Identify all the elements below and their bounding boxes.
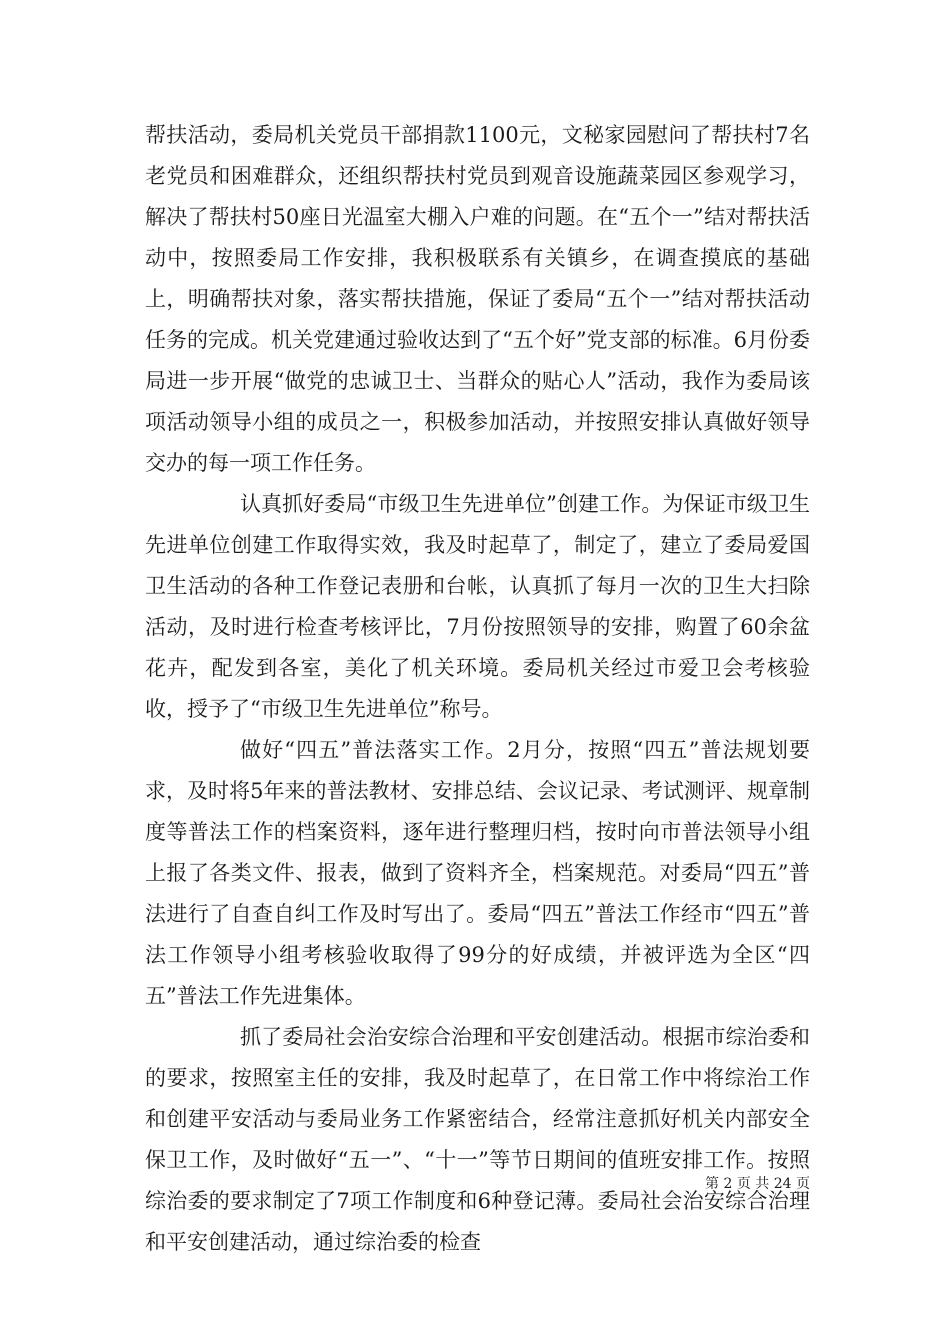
paragraph-health-unit: 认真抓好委局“市级卫生先进单位”创建工作。为保证市级卫生先进单位创建工作取得实效，我及时起草了，制定了，建立了委局爱国卫生活动的各种工作登记表册和台帐，认真抓了每月一次的卫生大扫除活动，及时进行检查考核评比，7月份按照领导的安排，购置了60余盆花卉，配发到各室，美化了机关环境。委局机关经过市爱卫会考核验收，授予了“市级卫生先进单位”称号。 bbox=[145, 492, 810, 721]
page-number: 第 2 页 共 24 页 bbox=[705, 1176, 810, 1192]
document-body bbox=[145, 115, 810, 1263]
paragraph-legal-education: 做好“四五”普法落实工作。2月分，按照“四五”普法规划要求，及时将5年来的普法教材、安排总结、会议记录、考试测评、规章制度等普法工作的档案资料，逐年进行整理归档，按时向市普法领导小组上报了各类文件、报表，做到了资料齐全，档案规范。对委局“四五”普法进行了自查自纠工作及时写出了。委局“四五”普法工作经市“四五”普法工作领导小组考核验收取得了99分的好成绩，并被评选为全区“四五”普法工作先进集体。 bbox=[145, 738, 810, 1008]
paragraph-public-security: 抓了委局社会治安综合治理和平安创建活动。根据市综治委和的要求，按照室主任的安排，我及时起草了，在日常工作中将综治工作和创建平安活动与委局业务工作紧密结合，经常注意抓好机关内部安全保卫工作，及时做好“五一”、“十一”等节日期间的值班安排工作。按照综治委的要求制定了7项工作制度和6种登记薄。委局社会治安综合治理和平安创建活动，通过综治委的检查 bbox=[145, 1025, 810, 1254]
paragraph-continuation: 帮扶活动，委局机关党员干部捐款1100元，文秘家园慰问了帮扶村7名老党员和困难群众，还组织帮扶村党员到观音设施蔬菜园区参观学习，解决了帮扶村50座日光温室大棚入户难的问题。在“五个一”结对帮扶活动中，按照委局工作安排，我积极联系有关镇乡，在调查摸底的基础上，明确帮扶对象，落实帮扶措施，保证了委局“五个一”结对帮扶活动任务的完成。机关党建通过验收达到了“五个好”党支部的标准。6月份委局进一步开展“做党的忠诚卫士、当群众的贴心人”活动，我作为委局该项活动领导小组的成员之一，积极参加活动，并按照安排认真做好领导交办的每一项工作任务。 bbox=[145, 123, 810, 475]
